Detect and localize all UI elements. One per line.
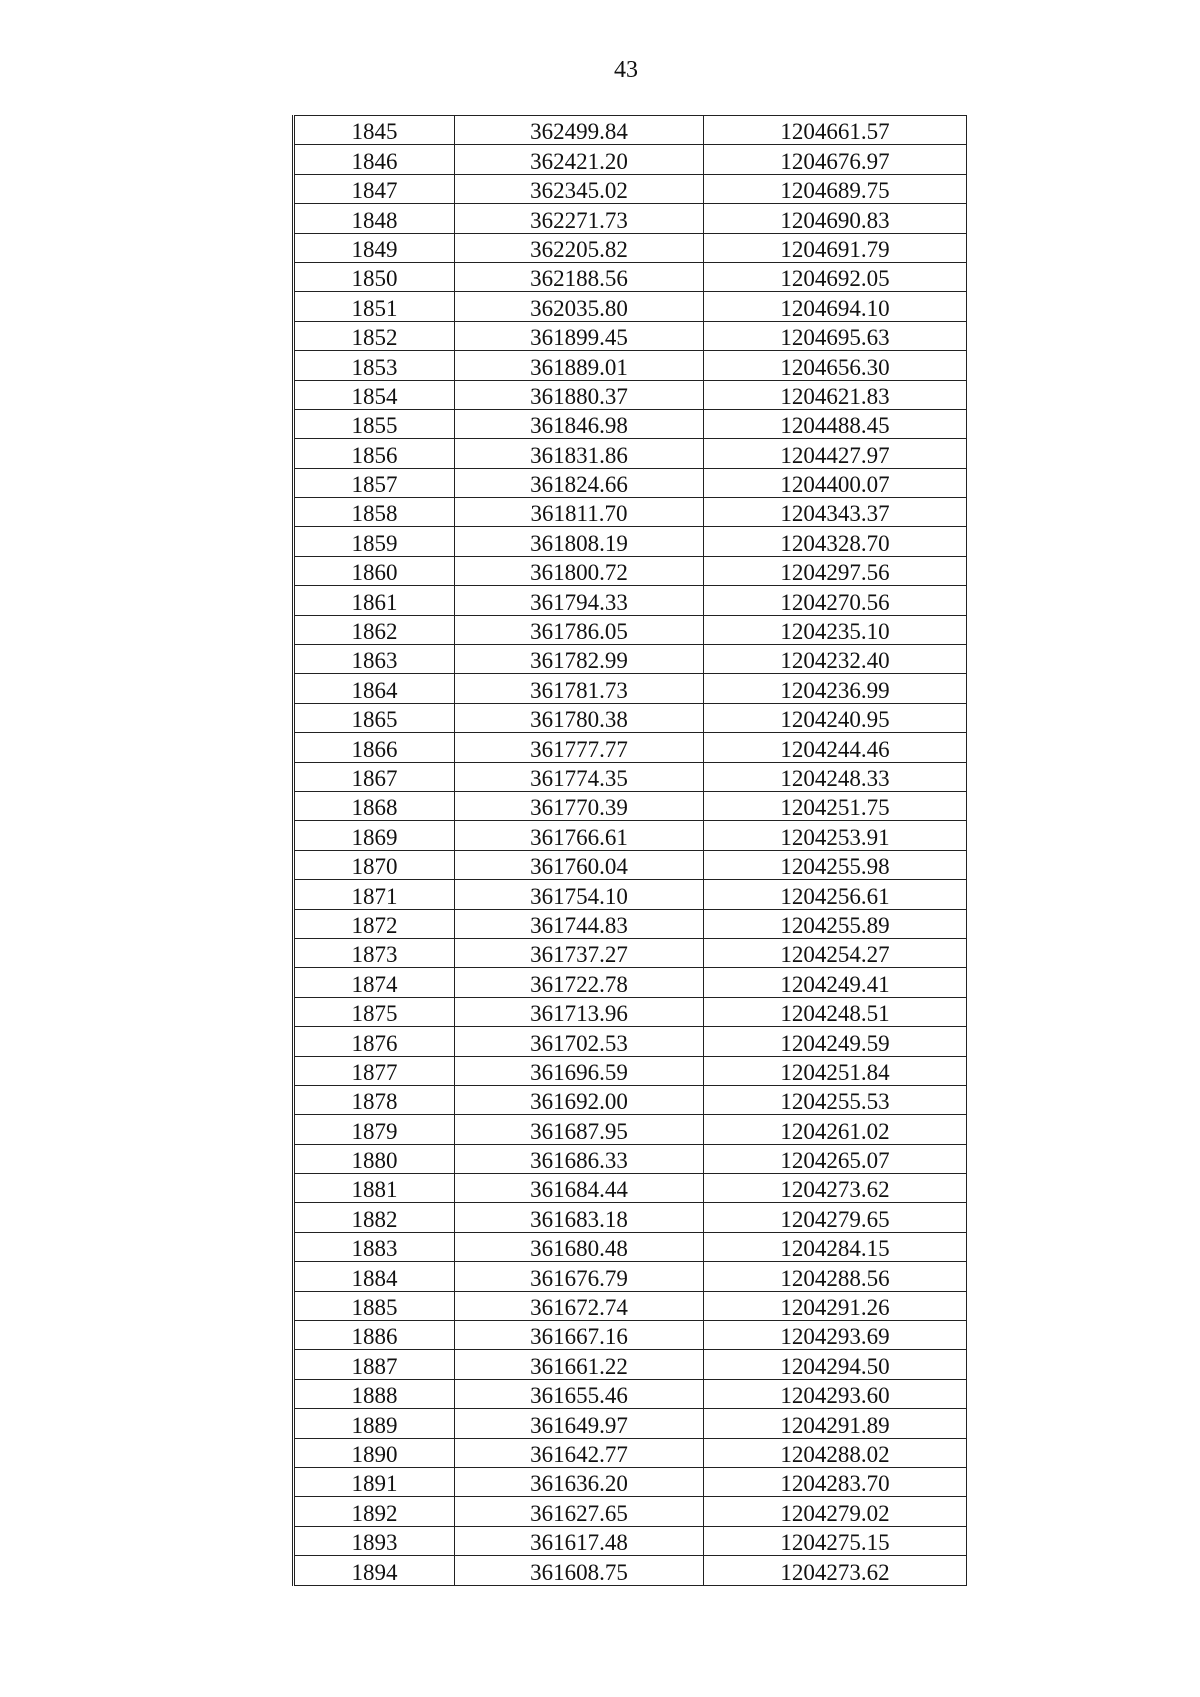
table-row bbox=[294, 968, 967, 997]
table-row bbox=[294, 703, 967, 732]
y-coordinate-cell: 1204283.70 bbox=[704, 1467, 967, 1496]
y-coordinate-cell: 1204236.99 bbox=[704, 674, 967, 703]
y-coordinate-cell: 1204689.75 bbox=[704, 174, 967, 203]
table-row bbox=[294, 791, 967, 820]
x-coordinate-cell: 361617.48 bbox=[455, 1526, 704, 1555]
table-row bbox=[294, 733, 967, 762]
x-coordinate-cell: 361676.79 bbox=[455, 1262, 704, 1291]
table-row bbox=[294, 1144, 967, 1173]
x-coordinate-cell: 362188.56 bbox=[455, 262, 704, 291]
y-coordinate-cell: 1204692.05 bbox=[704, 262, 967, 291]
point-number-cell: 1846 bbox=[294, 145, 455, 174]
y-coordinate-cell: 1204694.10 bbox=[704, 292, 967, 321]
table-row bbox=[294, 351, 967, 380]
point-number-cell: 1876 bbox=[294, 1027, 455, 1056]
table-row bbox=[294, 586, 967, 615]
point-number-cell: 1879 bbox=[294, 1115, 455, 1144]
table-row bbox=[294, 1085, 967, 1114]
point-number-cell: 1890 bbox=[294, 1438, 455, 1467]
x-coordinate-cell: 361661.22 bbox=[455, 1350, 704, 1379]
point-number-cell: 1893 bbox=[294, 1526, 455, 1555]
x-coordinate-cell: 361760.04 bbox=[455, 850, 704, 879]
y-coordinate-cell: 1204343.37 bbox=[704, 498, 967, 527]
table-row bbox=[294, 1115, 967, 1144]
point-number-cell: 1847 bbox=[294, 174, 455, 203]
x-coordinate-cell: 361786.05 bbox=[455, 615, 704, 644]
point-number-cell: 1887 bbox=[294, 1350, 455, 1379]
point-number-cell: 1880 bbox=[294, 1144, 455, 1173]
y-coordinate-cell: 1204248.33 bbox=[704, 762, 967, 791]
point-number-cell: 1870 bbox=[294, 850, 455, 879]
y-coordinate-cell: 1204291.26 bbox=[704, 1291, 967, 1320]
page-number: 43 bbox=[614, 57, 638, 83]
point-number-cell: 1873 bbox=[294, 938, 455, 967]
y-coordinate-cell: 1204288.02 bbox=[704, 1438, 967, 1467]
table-row bbox=[294, 1174, 967, 1203]
x-coordinate-cell: 361800.72 bbox=[455, 556, 704, 585]
y-coordinate-cell: 1204270.56 bbox=[704, 586, 967, 615]
table-row bbox=[294, 1027, 967, 1056]
table-row bbox=[294, 850, 967, 879]
y-coordinate-cell: 1204656.30 bbox=[704, 351, 967, 380]
x-coordinate-cell: 361766.61 bbox=[455, 821, 704, 850]
y-coordinate-cell: 1204254.27 bbox=[704, 938, 967, 967]
y-coordinate-cell: 1204240.95 bbox=[704, 703, 967, 732]
table-row bbox=[294, 527, 967, 556]
x-coordinate-cell: 361692.00 bbox=[455, 1085, 704, 1114]
y-coordinate-cell: 1204251.75 bbox=[704, 791, 967, 820]
y-coordinate-cell: 1204273.62 bbox=[704, 1556, 967, 1585]
table-row bbox=[294, 821, 967, 850]
x-coordinate-cell: 361713.96 bbox=[455, 997, 704, 1026]
x-coordinate-cell: 361781.73 bbox=[455, 674, 704, 703]
y-coordinate-cell: 1204661.57 bbox=[704, 116, 967, 145]
y-coordinate-cell: 1204244.46 bbox=[704, 733, 967, 762]
x-coordinate-cell: 362421.20 bbox=[455, 145, 704, 174]
x-coordinate-cell: 361744.83 bbox=[455, 909, 704, 938]
point-number-cell: 1851 bbox=[294, 292, 455, 321]
y-coordinate-cell: 1204279.02 bbox=[704, 1497, 967, 1526]
x-coordinate-cell: 361889.01 bbox=[455, 351, 704, 380]
table-row bbox=[294, 1321, 967, 1350]
table-row bbox=[294, 1409, 967, 1438]
coordinates-table-body bbox=[294, 116, 967, 1586]
table-row bbox=[294, 1379, 967, 1408]
y-coordinate-cell: 1204427.97 bbox=[704, 439, 967, 468]
table-row bbox=[294, 762, 967, 791]
point-number-cell: 1854 bbox=[294, 380, 455, 409]
x-coordinate-cell: 361794.33 bbox=[455, 586, 704, 615]
y-coordinate-cell: 1204255.53 bbox=[704, 1085, 967, 1114]
point-number-cell: 1850 bbox=[294, 262, 455, 291]
point-number-cell: 1864 bbox=[294, 674, 455, 703]
y-coordinate-cell: 1204293.69 bbox=[704, 1321, 967, 1350]
x-coordinate-cell: 361774.35 bbox=[455, 762, 704, 791]
y-coordinate-cell: 1204284.15 bbox=[704, 1232, 967, 1261]
point-number-cell: 1845 bbox=[294, 116, 455, 145]
table-row bbox=[294, 204, 967, 233]
table-row bbox=[294, 938, 967, 967]
x-coordinate-cell: 361899.45 bbox=[455, 321, 704, 350]
y-coordinate-cell: 1204279.65 bbox=[704, 1203, 967, 1232]
point-number-cell: 1856 bbox=[294, 439, 455, 468]
y-coordinate-cell: 1204294.50 bbox=[704, 1350, 967, 1379]
x-coordinate-cell: 361770.39 bbox=[455, 791, 704, 820]
point-number-cell: 1863 bbox=[294, 645, 455, 674]
table-row bbox=[294, 145, 967, 174]
point-number-cell: 1882 bbox=[294, 1203, 455, 1232]
y-coordinate-cell: 1204621.83 bbox=[704, 380, 967, 409]
y-coordinate-cell: 1204328.70 bbox=[704, 527, 967, 556]
point-number-cell: 1861 bbox=[294, 586, 455, 615]
y-coordinate-cell: 1204293.60 bbox=[704, 1379, 967, 1408]
y-coordinate-cell: 1204248.51 bbox=[704, 997, 967, 1026]
x-coordinate-cell: 362271.73 bbox=[455, 204, 704, 233]
y-coordinate-cell: 1204690.83 bbox=[704, 204, 967, 233]
x-coordinate-cell: 361672.74 bbox=[455, 1291, 704, 1320]
x-coordinate-cell: 361655.46 bbox=[455, 1379, 704, 1408]
table-row bbox=[294, 116, 967, 145]
y-coordinate-cell: 1204691.79 bbox=[704, 233, 967, 262]
y-coordinate-cell: 1204253.91 bbox=[704, 821, 967, 850]
point-number-cell: 1878 bbox=[294, 1085, 455, 1114]
x-coordinate-cell: 361811.70 bbox=[455, 498, 704, 527]
table-row bbox=[294, 1467, 967, 1496]
y-coordinate-cell: 1204400.07 bbox=[704, 468, 967, 497]
point-number-cell: 1874 bbox=[294, 968, 455, 997]
point-number-cell: 1889 bbox=[294, 1409, 455, 1438]
table-row bbox=[294, 1291, 967, 1320]
x-coordinate-cell: 361680.48 bbox=[455, 1232, 704, 1261]
table-row bbox=[294, 880, 967, 909]
point-number-cell: 1891 bbox=[294, 1467, 455, 1496]
table-row bbox=[294, 1203, 967, 1232]
y-coordinate-cell: 1204255.98 bbox=[704, 850, 967, 879]
point-number-cell: 1885 bbox=[294, 1291, 455, 1320]
table-row bbox=[294, 380, 967, 409]
point-number-cell: 1859 bbox=[294, 527, 455, 556]
point-number-cell: 1852 bbox=[294, 321, 455, 350]
x-coordinate-cell: 361722.78 bbox=[455, 968, 704, 997]
table-row bbox=[294, 1526, 967, 1555]
point-number-cell: 1892 bbox=[294, 1497, 455, 1526]
point-number-cell: 1868 bbox=[294, 791, 455, 820]
point-number-cell: 1855 bbox=[294, 409, 455, 438]
point-number-cell: 1865 bbox=[294, 703, 455, 732]
x-coordinate-cell: 361627.65 bbox=[455, 1497, 704, 1526]
table-row bbox=[294, 1262, 967, 1291]
table-row bbox=[294, 674, 967, 703]
x-coordinate-cell: 361831.86 bbox=[455, 439, 704, 468]
x-coordinate-cell: 361702.53 bbox=[455, 1027, 704, 1056]
y-coordinate-cell: 1204488.45 bbox=[704, 409, 967, 438]
x-coordinate-cell: 361686.33 bbox=[455, 1144, 704, 1173]
x-coordinate-cell: 361667.16 bbox=[455, 1321, 704, 1350]
table-row bbox=[294, 1497, 967, 1526]
x-coordinate-cell: 362499.84 bbox=[455, 116, 704, 145]
table-row bbox=[294, 1556, 967, 1585]
point-number-cell: 1886 bbox=[294, 1321, 455, 1350]
y-coordinate-cell: 1204291.89 bbox=[704, 1409, 967, 1438]
point-number-cell: 1862 bbox=[294, 615, 455, 644]
x-coordinate-cell: 361754.10 bbox=[455, 880, 704, 909]
y-coordinate-cell: 1204275.15 bbox=[704, 1526, 967, 1555]
y-coordinate-cell: 1204288.56 bbox=[704, 1262, 967, 1291]
point-number-cell: 1888 bbox=[294, 1379, 455, 1408]
x-coordinate-cell: 361649.97 bbox=[455, 1409, 704, 1438]
x-coordinate-cell: 362035.80 bbox=[455, 292, 704, 321]
y-coordinate-cell: 1204676.97 bbox=[704, 145, 967, 174]
table-row bbox=[294, 645, 967, 674]
point-number-cell: 1872 bbox=[294, 909, 455, 938]
x-coordinate-cell: 361780.38 bbox=[455, 703, 704, 732]
point-number-cell: 1857 bbox=[294, 468, 455, 497]
x-coordinate-cell: 361608.75 bbox=[455, 1556, 704, 1585]
x-coordinate-cell: 361777.77 bbox=[455, 733, 704, 762]
x-coordinate-cell: 362345.02 bbox=[455, 174, 704, 203]
point-number-cell: 1875 bbox=[294, 997, 455, 1026]
table-row bbox=[294, 1232, 967, 1261]
point-number-cell: 1881 bbox=[294, 1174, 455, 1203]
table-row bbox=[294, 233, 967, 262]
table-row bbox=[294, 321, 967, 350]
x-coordinate-cell: 361846.98 bbox=[455, 409, 704, 438]
table-row bbox=[294, 409, 967, 438]
y-coordinate-cell: 1204695.63 bbox=[704, 321, 967, 350]
table-row bbox=[294, 439, 967, 468]
point-number-cell: 1849 bbox=[294, 233, 455, 262]
x-coordinate-cell: 361782.99 bbox=[455, 645, 704, 674]
point-number-cell: 1867 bbox=[294, 762, 455, 791]
y-coordinate-cell: 1204261.02 bbox=[704, 1115, 967, 1144]
point-number-cell: 1877 bbox=[294, 1056, 455, 1085]
y-coordinate-cell: 1204273.62 bbox=[704, 1174, 967, 1203]
y-coordinate-cell: 1204256.61 bbox=[704, 880, 967, 909]
x-coordinate-cell: 361880.37 bbox=[455, 380, 704, 409]
point-number-cell: 1884 bbox=[294, 1262, 455, 1291]
table-row bbox=[294, 498, 967, 527]
x-coordinate-cell: 361808.19 bbox=[455, 527, 704, 556]
y-coordinate-cell: 1204265.07 bbox=[704, 1144, 967, 1173]
table-row bbox=[294, 615, 967, 644]
table-row bbox=[294, 468, 967, 497]
x-coordinate-cell: 361737.27 bbox=[455, 938, 704, 967]
x-coordinate-cell: 361636.20 bbox=[455, 1467, 704, 1496]
point-number-cell: 1866 bbox=[294, 733, 455, 762]
y-coordinate-cell: 1204255.89 bbox=[704, 909, 967, 938]
table-row bbox=[294, 909, 967, 938]
x-coordinate-cell: 361684.44 bbox=[455, 1174, 704, 1203]
point-number-cell: 1883 bbox=[294, 1232, 455, 1261]
x-coordinate-cell: 361687.95 bbox=[455, 1115, 704, 1144]
coordinates-table bbox=[292, 115, 967, 1586]
point-number-cell: 1848 bbox=[294, 204, 455, 233]
x-coordinate-cell: 362205.82 bbox=[455, 233, 704, 262]
point-number-cell: 1860 bbox=[294, 556, 455, 585]
point-number-cell: 1858 bbox=[294, 498, 455, 527]
table-row bbox=[294, 1350, 967, 1379]
table-row bbox=[294, 1438, 967, 1467]
table-row bbox=[294, 1056, 967, 1085]
y-coordinate-cell: 1204297.56 bbox=[704, 556, 967, 585]
point-number-cell: 1853 bbox=[294, 351, 455, 380]
table-row bbox=[294, 292, 967, 321]
x-coordinate-cell: 361696.59 bbox=[455, 1056, 704, 1085]
table-row bbox=[294, 262, 967, 291]
table-row bbox=[294, 174, 967, 203]
x-coordinate-cell: 361642.77 bbox=[455, 1438, 704, 1467]
y-coordinate-cell: 1204251.84 bbox=[704, 1056, 967, 1085]
y-coordinate-cell: 1204235.10 bbox=[704, 615, 967, 644]
point-number-cell: 1894 bbox=[294, 1556, 455, 1585]
y-coordinate-cell: 1204232.40 bbox=[704, 645, 967, 674]
y-coordinate-cell: 1204249.41 bbox=[704, 968, 967, 997]
table-row bbox=[294, 997, 967, 1026]
point-number-cell: 1871 bbox=[294, 880, 455, 909]
table-row bbox=[294, 556, 967, 585]
y-coordinate-cell: 1204249.59 bbox=[704, 1027, 967, 1056]
x-coordinate-cell: 361824.66 bbox=[455, 468, 704, 497]
x-coordinate-cell: 361683.18 bbox=[455, 1203, 704, 1232]
point-number-cell: 1869 bbox=[294, 821, 455, 850]
